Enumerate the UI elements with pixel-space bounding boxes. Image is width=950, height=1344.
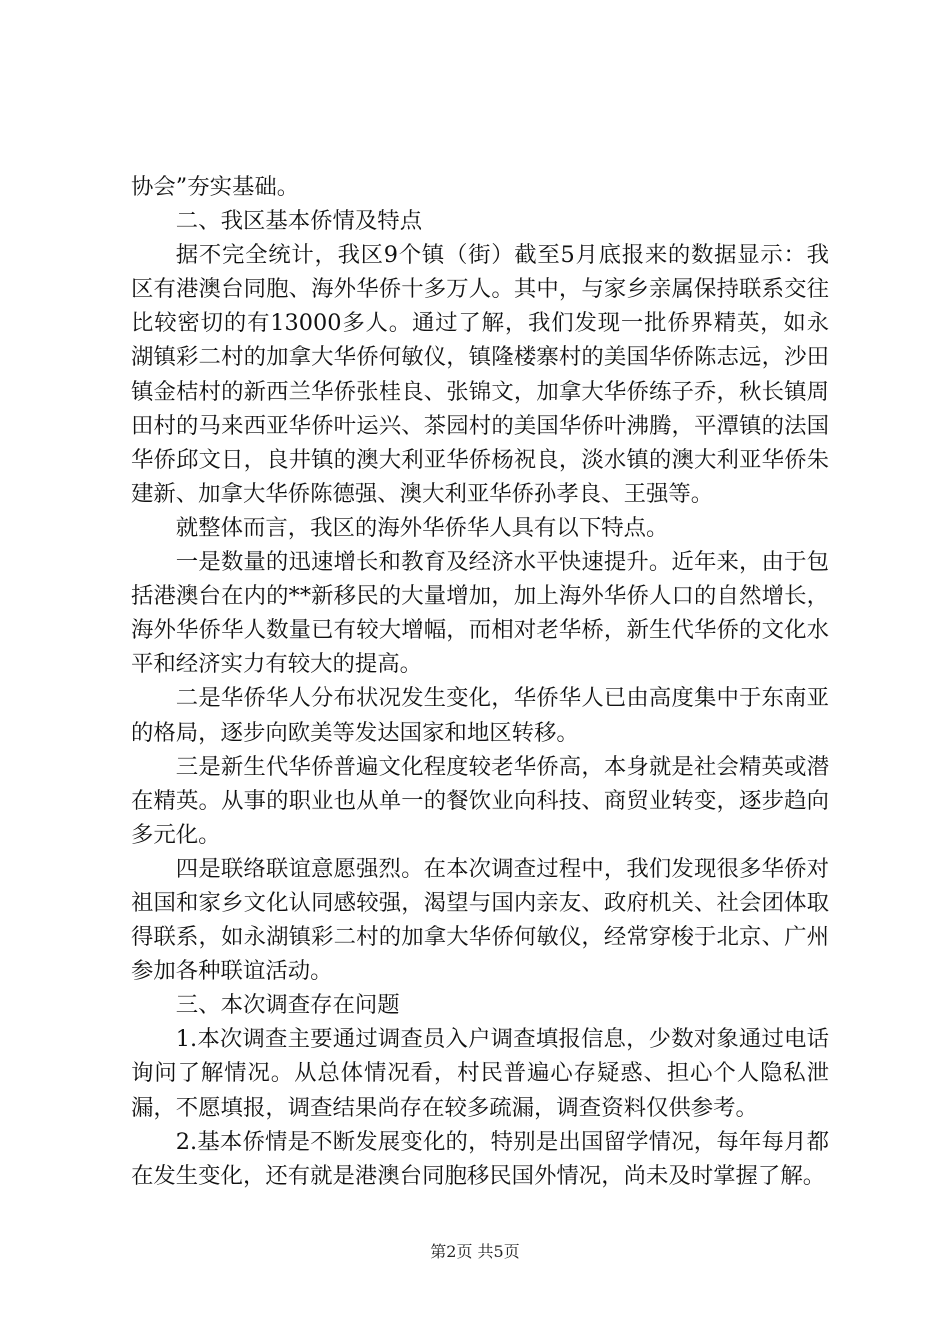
- paragraph-issue-2: 2.基本侨情是不断发展变化的，特别是出国留学情况，每年每月都在发生变化，还有就是港澳台同胞移民国外情况，尚未及时掌握了解。: [131, 1128, 829, 1189]
- paragraph-continuation: 协会”夯实基础。: [131, 174, 300, 200]
- paragraph-feature-4: 四是联络联谊意愿强烈。在本次调查过程中，我们发现很多华侨对祖国和家乡文化认同感较强，渴望与国内亲友、政府机关、社会团体取得联系，如永湖镇彩二村的加拿大华侨何敏仪，经常穿梭于北京、广州参加各种联谊活动。: [131, 855, 829, 985]
- paragraph-statistics: 据不完全统计，我区9个镇（街）截至5月底报来的数据显示：我区有港澳台同胞、海外华侨十多万人。其中，与家乡亲属保持联系交往比较密切的有13000多人。通过了解，我们发现一批侨界精英，如永湖镇彩二村的加拿大华侨何敏仪，镇隆楼寨村的美国华侨陈志远，沙田镇金桔村的新西兰华侨张桂良、张锦文，加拿大华侨练子乔，秋长镇周田村的马来西亚华侨叶运兴、茶园村的美国华侨叶沸腾，平潭镇的法国华侨邱文日，良井镇的澳大利亚华侨杨祝良，淡水镇的澳大利亚华侨朱建新、加拿大华侨陈德强、澳大利亚华侨孙孝良、王强等。: [131, 242, 829, 507]
- page-footer: 第2页 共5页: [430, 1242, 520, 1261]
- paragraph-issue-1: 1.本次调查主要通过调查员入户调查填报信息，少数对象通过电话询问了解情况。从总体情况看，村民普遍心存疑惑、担心个人隐私泄漏，不愿填报，调查结果尚存在较多疏漏，调查资料仅供参考。: [131, 1026, 829, 1121]
- section-heading-2: 二、我区基本侨情及特点: [175, 208, 423, 235]
- document-body: [131, 170, 829, 1193]
- paragraph-feature-3: 三是新生代华侨普遍文化程度较老华侨高，本身就是社会精英或潜在精英。从事的职业也从单一的餐饮业向科技、商贸业转变，逐步趋向多元化。: [131, 753, 829, 848]
- paragraph-feature-1: 一是数量的迅速增长和教育及经济水平快速提升。近年来，由于包括港澳台在内的**新移民的大量增加，加上海外华侨人口的自然增长，海外华侨华人数量已有较大增幅，而相对老华桥，新生代华侨的文化水平和经济实力有较大的提高。: [131, 549, 829, 678]
- paragraph-feature-2: 二是华侨华人分布状况发生变化，华侨华人已由高度集中于东南亚的格局，逐步向欧美等发达国家和地区转移。: [131, 685, 829, 746]
- section-heading-3: 三、本次调查存在问题: [175, 992, 400, 1019]
- paragraph-overview: 就整体而言，我区的海外华侨华人具有以下特点。: [175, 514, 669, 541]
